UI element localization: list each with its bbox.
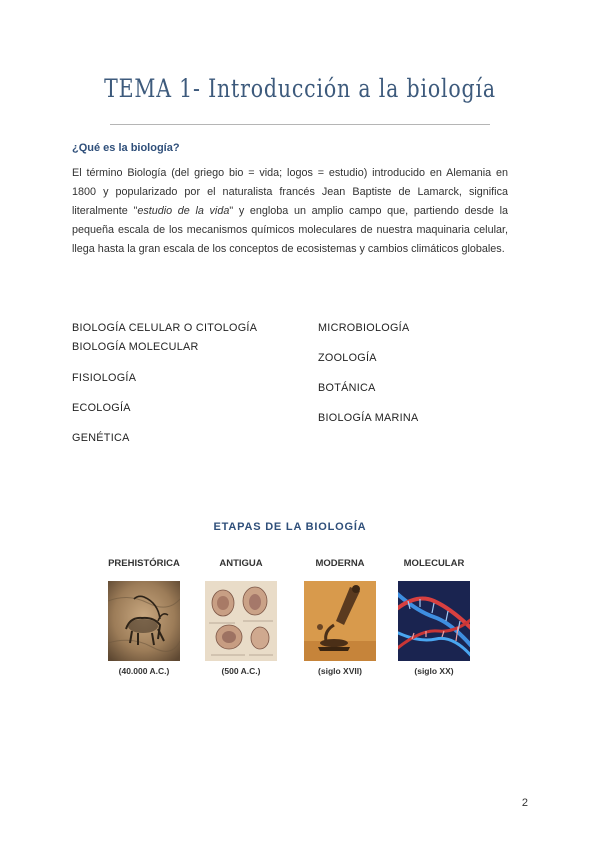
branch-item: ECOLOGÍA: [72, 402, 131, 414]
microscope-image: [304, 581, 376, 661]
page-number: 2: [521, 797, 528, 809]
cave-painting-image: [108, 581, 180, 661]
page-title: TEMA 1- Introducción a la biología: [104, 74, 496, 103]
title-divider: [110, 124, 490, 125]
dna-helix-image: [398, 581, 470, 661]
stage-label: PREHISTÓRICA: [108, 558, 180, 569]
branch-item: BIOLOGÍA MOLECULAR: [72, 341, 199, 353]
anatomical-sketch-image: [205, 581, 277, 661]
branch-item: BIOLOGÍA CELULAR O CITOLOGÍA: [72, 322, 258, 334]
branch-item: BIOLOGÍA MARINA: [318, 412, 419, 424]
branch-item: GENÉTICA: [72, 432, 130, 444]
paragraph-text-1: El término Biología (del griego bio = vida; logos = estudio) introducido en Alemania en 1800 y popularizado por el naturalista francés Jean Baptiste de Lamarck, significa literalmente ": [72, 167, 508, 217]
branch-item: ZOOLOGÍA: [318, 352, 377, 364]
intro-paragraph: [72, 164, 508, 259]
paragraph-emphasis: estudio de la vida: [137, 205, 230, 217]
stage-modern: [302, 558, 378, 676]
stage-period: (40.000 A.C.): [118, 666, 170, 676]
stage-prehistoric: [106, 558, 182, 676]
branch-item: BOTÁNICA: [318, 382, 376, 394]
stage-period: (siglo XVII): [318, 666, 362, 676]
stages-title: ETAPAS DE LA BIOLOGÍA: [213, 521, 367, 533]
stage-label: ANTIGUA: [219, 558, 263, 569]
section-heading: ¿Qué es la biología?: [72, 142, 180, 154]
branch-item: MICROBIOLOGÍA: [318, 322, 410, 334]
stage-ancient: [203, 558, 279, 676]
stage-period: (siglo XX): [414, 666, 454, 676]
stage-label: MODERNA: [315, 558, 365, 569]
paragraph-text-2: " y engloba un amplio campo que, partiendo desde la pequeña escala de los mecanismos químicos moleculares de nuestra maquinaria celular, llega hasta la gran escala de los conceptos de ecosistemas y cambios climáticos globales.: [72, 205, 508, 255]
stage-label: MOLECULAR: [403, 558, 465, 569]
branch-item: FISIOLOGÍA: [72, 372, 137, 384]
stage-period: (500 A.C.): [221, 666, 261, 676]
stage-molecular: [396, 558, 472, 676]
